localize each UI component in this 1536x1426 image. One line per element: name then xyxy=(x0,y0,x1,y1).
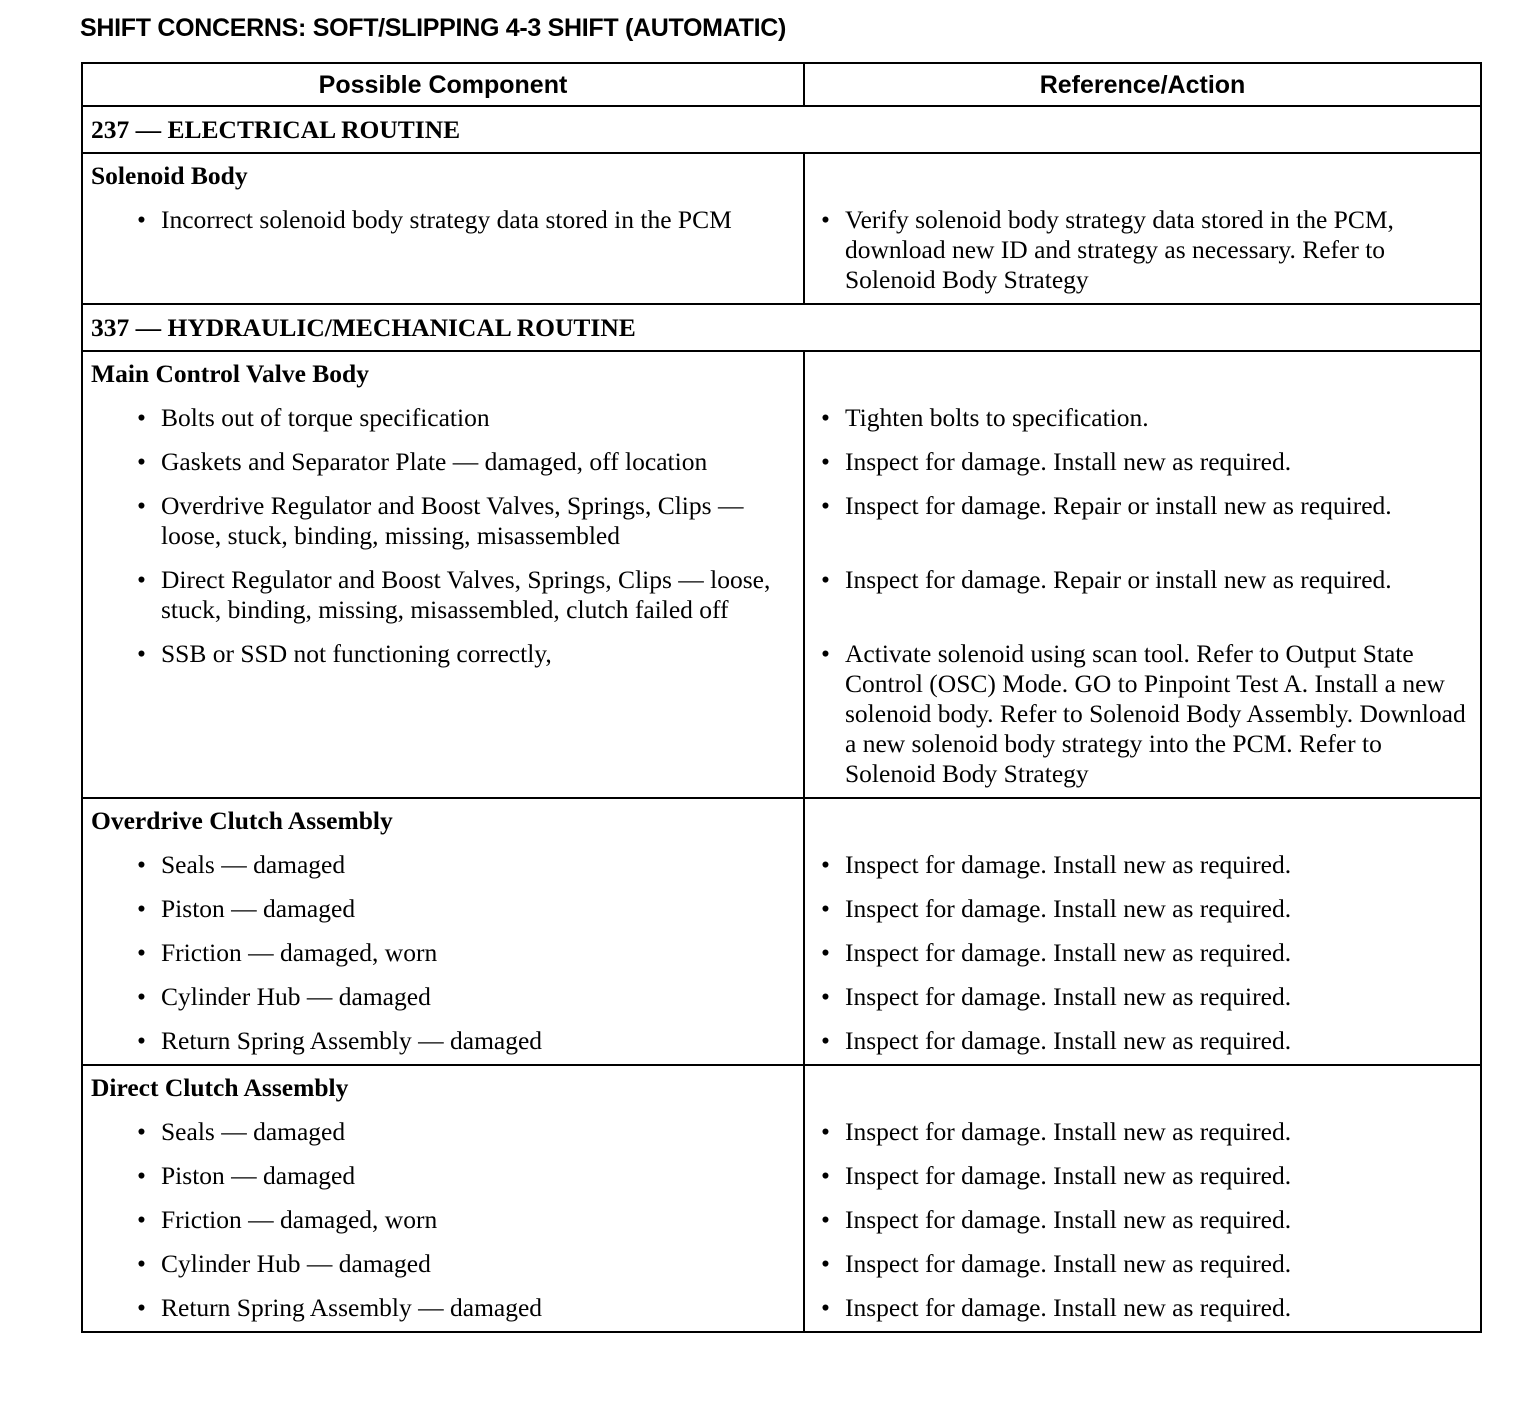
cell-content xyxy=(83,191,803,243)
component-item xyxy=(83,924,803,968)
table-row xyxy=(82,1235,1481,1279)
column-header-action: Reference/Action xyxy=(804,63,1481,106)
action-text: Inspect for damage. Install new as required. xyxy=(845,1026,1292,1055)
cell-content xyxy=(83,1147,803,1191)
component-item xyxy=(83,625,803,669)
action-text: Inspect for damage. Install new as required. xyxy=(845,938,1292,967)
cell-content xyxy=(805,1235,1480,1279)
action-text: Inspect for damage. Install new as required. xyxy=(845,1249,1292,1278)
action-text: Verify solenoid body strategy data stored in the PCM, download new ID and strategy as necessary. Refer to Solenoid Body Strategy xyxy=(845,205,1394,294)
group-heading-row xyxy=(82,1065,1481,1103)
component-text: Piston — damaged xyxy=(161,894,356,923)
group-heading: Main Control Valve Body xyxy=(91,359,369,388)
table-row xyxy=(82,477,1481,551)
table-row xyxy=(82,389,1481,433)
bullet-icon: • xyxy=(821,894,830,923)
action-cell xyxy=(804,1147,1481,1191)
bullet-icon: • xyxy=(137,205,146,234)
cell-content xyxy=(805,191,1480,303)
bullet-icon: • xyxy=(821,491,830,520)
shift-concerns-table xyxy=(81,62,1482,1333)
component-text: Overdrive Regulator and Boost Valves, Springs, Clips — loose, stuck, binding, missing, misassembled xyxy=(161,491,744,550)
action-cell xyxy=(804,551,1481,625)
bullet-icon: • xyxy=(137,565,146,594)
component-text: Direct Regulator and Boost Valves, Springs, Clips — loose, stuck, binding, missing, misassembled, clutch failed off xyxy=(161,565,771,624)
bullet-icon: • xyxy=(137,1161,146,1190)
action-cell xyxy=(804,1191,1481,1235)
bullet-icon: • xyxy=(821,403,830,432)
bullet-icon: • xyxy=(137,850,146,879)
action-cell xyxy=(804,625,1481,798)
table-header-row xyxy=(82,63,1481,106)
group-heading: Direct Clutch Assembly xyxy=(91,1073,349,1102)
component-item xyxy=(83,836,803,880)
cell-content xyxy=(83,968,803,1012)
group-heading-action-cell xyxy=(804,153,1481,191)
group-heading-cell xyxy=(82,1065,804,1103)
group-heading: Overdrive Clutch Assembly xyxy=(91,806,393,835)
action-cell xyxy=(804,1279,1481,1332)
column-header-component: Possible Component xyxy=(82,63,804,106)
action-cell xyxy=(804,836,1481,880)
section-label: 237 — ELECTRICAL ROUTINE xyxy=(82,106,1481,153)
action-cell xyxy=(804,968,1481,1012)
action-text: Inspect for damage. Install new as required. xyxy=(845,1205,1292,1234)
cell-content xyxy=(83,880,803,924)
cell-content xyxy=(83,1235,803,1279)
action-text: Inspect for damage. Install new as required. xyxy=(845,1161,1292,1190)
action-cell xyxy=(804,477,1481,551)
bullet-icon: • xyxy=(821,1117,830,1146)
bullet-icon: • xyxy=(137,982,146,1011)
component-text: Friction — damaged, worn xyxy=(161,938,438,967)
bullet-icon: • xyxy=(137,938,146,967)
cell-content xyxy=(805,880,1480,924)
component-text: Return Spring Assembly — damaged xyxy=(161,1026,543,1055)
action-text: Tighten bolts to specification. xyxy=(845,403,1149,432)
component-item xyxy=(83,551,803,625)
component-cell xyxy=(82,924,804,968)
action-item xyxy=(805,433,1480,477)
action-cell xyxy=(804,924,1481,968)
bullet-icon: • xyxy=(821,447,830,476)
bullet-icon: • xyxy=(821,850,830,879)
cell-content xyxy=(83,477,803,551)
action-item xyxy=(805,1279,1480,1323)
action-cell xyxy=(804,1012,1481,1065)
component-cell xyxy=(82,477,804,551)
bullet-icon: • xyxy=(137,491,146,520)
section-row xyxy=(82,106,1481,153)
group-heading-cell xyxy=(82,153,804,191)
component-text: Cylinder Hub — damaged xyxy=(161,982,431,1011)
section-label: 337 — HYDRAULIC/MECHANICAL ROUTINE xyxy=(82,304,1481,351)
component-item xyxy=(83,880,803,924)
cell-content xyxy=(805,433,1480,477)
component-cell xyxy=(82,389,804,433)
cell-content xyxy=(83,389,803,433)
table-row xyxy=(82,433,1481,477)
action-item xyxy=(805,1191,1480,1235)
component-text: Friction — damaged, worn xyxy=(161,1205,438,1234)
table-row xyxy=(82,551,1481,625)
action-item xyxy=(805,551,1480,595)
table-row xyxy=(82,625,1481,798)
bullet-icon: • xyxy=(821,1249,830,1278)
action-text: Inspect for damage. Install new as required. xyxy=(845,1293,1292,1322)
component-cell xyxy=(82,625,804,798)
component-item xyxy=(83,1103,803,1147)
component-text: Bolts out of torque specification xyxy=(161,403,490,432)
table-row xyxy=(82,1147,1481,1191)
cell-content xyxy=(805,836,1480,880)
page-title: SHIFT CONCERNS: SOFT/SLIPPING 4-3 SHIFT (AUTOMATIC) xyxy=(80,14,787,42)
table-row xyxy=(82,924,1481,968)
bullet-icon: • xyxy=(821,639,830,668)
group-heading-row xyxy=(82,153,1481,191)
action-cell xyxy=(804,1235,1481,1279)
component-cell xyxy=(82,433,804,477)
cell-content xyxy=(83,1191,803,1235)
cell-content xyxy=(805,477,1480,521)
bullet-icon: • xyxy=(821,982,830,1011)
component-item xyxy=(83,1191,803,1235)
action-cell xyxy=(804,191,1481,304)
component-text: Incorrect solenoid body strategy data stored in the PCM xyxy=(161,205,732,234)
component-cell xyxy=(82,191,804,304)
action-cell xyxy=(804,1103,1481,1147)
cell-content xyxy=(83,836,803,880)
group-heading-cell xyxy=(82,798,804,836)
component-cell xyxy=(82,1103,804,1147)
table-row xyxy=(82,836,1481,880)
action-cell xyxy=(804,389,1481,433)
component-item xyxy=(83,968,803,1012)
component-cell xyxy=(82,1279,804,1332)
section-row xyxy=(82,304,1481,351)
action-cell xyxy=(804,433,1481,477)
bullet-icon: • xyxy=(821,1026,830,1055)
table-row xyxy=(82,1191,1481,1235)
component-item xyxy=(83,191,803,235)
action-text: Inspect for damage. Install new as required. xyxy=(845,1117,1292,1146)
bullet-icon: • xyxy=(821,205,830,234)
component-text: Return Spring Assembly — damaged xyxy=(161,1293,543,1322)
bullet-icon: • xyxy=(821,938,830,967)
cell-content xyxy=(83,924,803,968)
action-item xyxy=(805,836,1480,880)
group-heading-action-cell xyxy=(804,1065,1481,1103)
table-row xyxy=(82,968,1481,1012)
action-item xyxy=(805,1147,1480,1191)
cell-content xyxy=(805,1103,1480,1147)
group-heading-cell xyxy=(82,351,804,389)
bullet-icon: • xyxy=(137,1026,146,1055)
action-text: Inspect for damage. Repair or install new as required. xyxy=(845,491,1392,520)
group-heading-row xyxy=(82,798,1481,836)
cell-content xyxy=(805,389,1480,433)
bullet-icon: • xyxy=(821,565,830,594)
action-item xyxy=(805,968,1480,1012)
component-cell xyxy=(82,836,804,880)
component-text: Seals — damaged xyxy=(161,850,346,879)
group-heading: Solenoid Body xyxy=(91,161,248,190)
cell-content xyxy=(83,551,803,625)
table-row xyxy=(82,1012,1481,1065)
action-text: Inspect for damage. Install new as required. xyxy=(845,894,1292,923)
component-text: SSB or SSD not functioning correctly, xyxy=(161,639,552,668)
bullet-icon: • xyxy=(137,1249,146,1278)
action-text: Inspect for damage. Install new as required. xyxy=(845,447,1292,476)
component-text: Seals — damaged xyxy=(161,1117,346,1146)
cell-content xyxy=(83,1012,803,1064)
cell-content xyxy=(805,551,1480,595)
action-text: Inspect for damage. Repair or install new as required. xyxy=(845,565,1392,594)
cell-content xyxy=(805,924,1480,968)
bullet-icon: • xyxy=(137,1293,146,1322)
table-row xyxy=(82,191,1481,304)
table-row xyxy=(82,1103,1481,1147)
cell-content xyxy=(805,1012,1480,1064)
action-text: Activate solenoid using scan tool. Refer to Output State Control (OSC) Mode. GO to Pinpoint Test A. Install a new solenoid body. Refer to Solenoid Body Assembly. Download a new solenoid body strategy into the PCM. Refer to Solenoid Body Strategy xyxy=(845,639,1466,788)
action-item xyxy=(805,1012,1480,1056)
component-item xyxy=(83,389,803,433)
component-cell xyxy=(82,1147,804,1191)
bullet-icon: • xyxy=(821,1293,830,1322)
bullet-icon: • xyxy=(137,447,146,476)
table-row xyxy=(82,1279,1481,1332)
component-cell xyxy=(82,1191,804,1235)
component-cell xyxy=(82,551,804,625)
cell-content xyxy=(805,1147,1480,1191)
bullet-icon: • xyxy=(137,894,146,923)
component-cell xyxy=(82,1235,804,1279)
component-cell xyxy=(82,880,804,924)
cell-content xyxy=(805,968,1480,1012)
action-cell xyxy=(804,880,1481,924)
action-item xyxy=(805,924,1480,968)
action-item xyxy=(805,625,1480,789)
table-row xyxy=(82,880,1481,924)
component-text: Cylinder Hub — damaged xyxy=(161,1249,431,1278)
component-cell xyxy=(82,1012,804,1065)
cell-content xyxy=(83,1279,803,1331)
component-item xyxy=(83,477,803,551)
component-item xyxy=(83,433,803,477)
cell-content xyxy=(83,433,803,477)
action-text: Inspect for damage. Install new as required. xyxy=(845,982,1292,1011)
action-text: Inspect for damage. Install new as required. xyxy=(845,850,1292,879)
component-item xyxy=(83,1012,803,1056)
component-item xyxy=(83,1235,803,1279)
component-cell xyxy=(82,968,804,1012)
group-heading-row xyxy=(82,351,1481,389)
cell-content xyxy=(805,1191,1480,1235)
bullet-icon: • xyxy=(821,1205,830,1234)
component-item xyxy=(83,1147,803,1191)
action-item xyxy=(805,1235,1480,1279)
action-item xyxy=(805,191,1480,295)
group-heading-action-cell xyxy=(804,351,1481,389)
action-item xyxy=(805,1103,1480,1147)
component-text: Gaskets and Separator Plate — damaged, off location xyxy=(161,447,708,476)
action-item xyxy=(805,389,1480,433)
cell-content xyxy=(83,1103,803,1147)
bullet-icon: • xyxy=(137,639,146,668)
cell-content xyxy=(805,625,1480,797)
cell-content xyxy=(83,625,803,677)
bullet-icon: • xyxy=(137,1117,146,1146)
action-item xyxy=(805,477,1480,521)
cell-content xyxy=(805,1279,1480,1331)
bullet-icon: • xyxy=(137,1205,146,1234)
bullet-icon: • xyxy=(137,403,146,432)
bullet-icon: • xyxy=(821,1161,830,1190)
action-item xyxy=(805,880,1480,924)
component-text: Piston — damaged xyxy=(161,1161,356,1190)
group-heading-action-cell xyxy=(804,798,1481,836)
component-item xyxy=(83,1279,803,1323)
